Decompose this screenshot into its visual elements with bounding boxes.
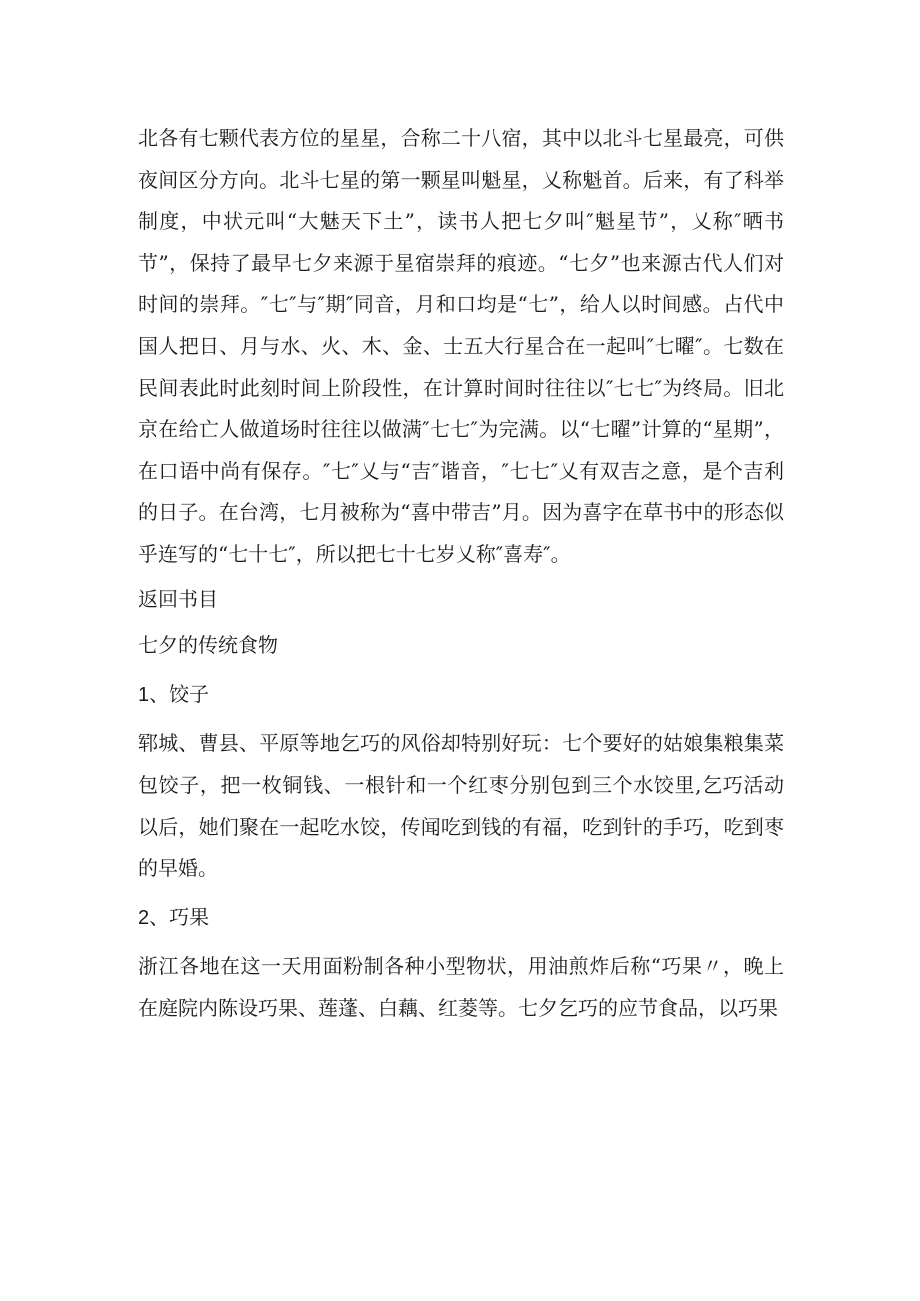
document-page bbox=[138, 118, 784, 1029]
paragraph-qiaoguo: 浙江各地在这一天用面粉制各种小型物状，用油煎炸后称“巧果〃，晚上在庭院内陈设巧果、莲蓬、白藕、红菱等。七夕乞巧的应节食品，以巧果 bbox=[138, 954, 784, 1020]
item-title: 、巧果 bbox=[149, 904, 210, 929]
item-title: 、饺子 bbox=[149, 681, 210, 706]
item-heading-qiaoguo bbox=[138, 897, 784, 940]
item-number: 2 bbox=[138, 906, 150, 929]
item-number: 1 bbox=[138, 683, 150, 706]
section-title: 七夕的传统食物 bbox=[138, 633, 278, 658]
back-to-catalog-link[interactable]: 返回书目 bbox=[138, 586, 218, 611]
paragraph-qixi-origin: 北各有七颗代表方位的星星，合称二十八宿，其中以北斗七星最亮，可供夜间区分方向。北斗七星的第一颗星叫魁星，乂称魁首。后来，有了科举制度，中状元叫“大魅天下土”，读书人把七夕叫″魁星节”，乂称″晒书节”，保持了最早七夕来源于星宿崇拜的痕迹。“七夕”也来源古代人们对时间的崇拜。″七″与″期″同音，月和口均是“七”，给人以时间感。占代中国人把日、月与水、火、木、金、士五大行星合在一起叫″七曜″。七数在民间表此时此刻时间上阶段性，在计算时间时往往以″七七″为终局。旧北京在给亡人做道场时往往以做满″七七″为完满。以“七曜”计算的“星期”，在口语中尚有保存。″七″乂与“吉″谐音，″七七″乂有双吉之意，是个吉利的日子。在台湾，七月被称为“喜中带吉”月。因为喜字在草书中的形态似乎连写的“七十七″，所以把七十七岁乂称″喜寿″。 bbox=[138, 126, 784, 566]
paragraph-dumplings: 郓城、曹县、平原等地乞巧的风俗却特别好玩：七个要好的姑娘集粮集菜包饺子，把一枚铜钱、一根针和一个红枣分别包到三个水饺里,乞巧活动以后，她们聚在一起吃水饺，传闻吃到钱的有福，吃到针的手巧，吃到枣的早婚。 bbox=[138, 731, 784, 881]
item-heading-dumplings bbox=[138, 674, 784, 717]
